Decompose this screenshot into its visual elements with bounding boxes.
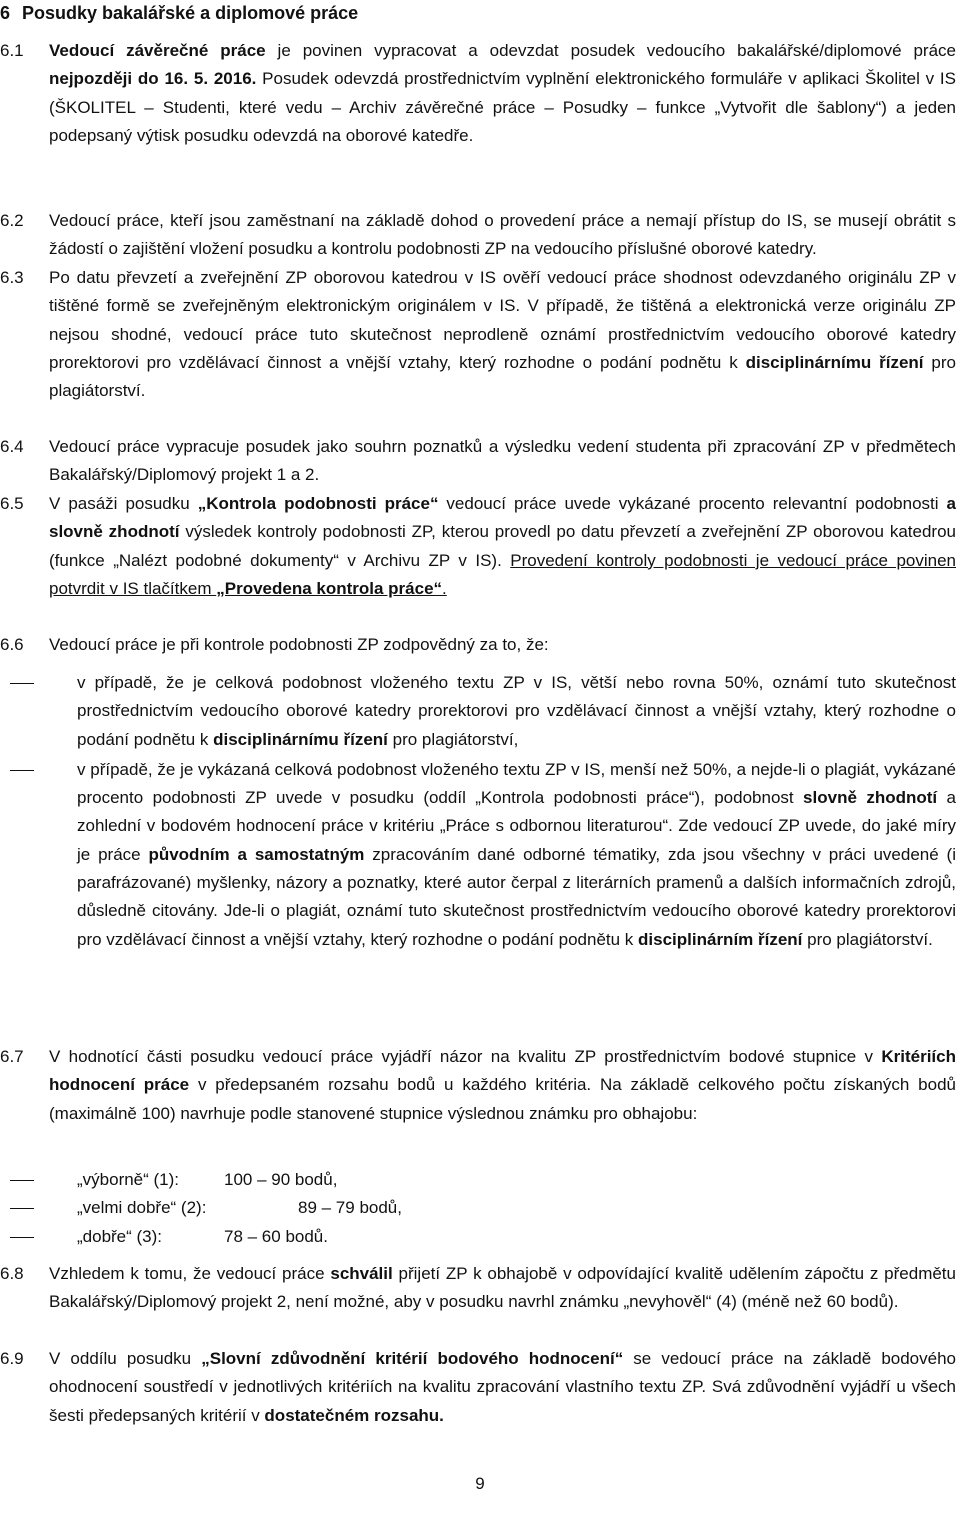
grade-row (0, 1166, 956, 1194)
grade-range: 89 – 79 bodů, (298, 1198, 402, 1218)
text-segment: pro plagiátorství. (49, 352, 956, 401)
dash-bullet-icon (10, 1208, 34, 1209)
paragraph-6-8 (0, 1260, 956, 1317)
text-segment: v případě, že je celková podobnost vloženého textu ZP v IS, větší nebo rovna 50%, oznámí tuto skutečnost prostřednictvím vedoucího oborové katedry prorektorovi pro vzdělávací činnost a vnější vztahy, který rozhodne o podání podnětu k (77, 673, 956, 749)
text-segment: Vedoucí práce je při kontrole podobnosti ZP zodpovědný za to, že: (49, 635, 549, 654)
text-segment: . (442, 578, 447, 598)
dash-bullet-icon (10, 770, 34, 771)
list-item (0, 756, 956, 954)
text-segment: a slovně zhodnotí (49, 494, 956, 542)
text-segment: Provedení kontroly podobnosti je vedoucí práce povinen potvrdit v IS tlačítkem (49, 550, 956, 598)
text-segment: pro plagiátorství. (802, 929, 933, 949)
paragraph-text (49, 207, 956, 264)
paragraph-number: 6.9 (0, 1349, 24, 1368)
paragraph-text (49, 37, 956, 150)
dash-bullet-icon (10, 1180, 34, 1181)
paragraph-text (49, 433, 956, 490)
text-segment: „Kontrola podobnosti práce“ (197, 494, 439, 513)
text-segment: v předepsaném rozsahu bodů u každého kritéria. Na základě celkového počtu získaných bodů (maximálně 100) navrhuje podle stanovené stupnice výslednou známku pro obhajobu: (49, 1075, 956, 1123)
dash-bullet-icon (10, 1237, 34, 1238)
paragraph-6-1 (0, 37, 956, 150)
text-segment: dostatečném rozsahu. (264, 1405, 444, 1425)
grade-row (0, 1223, 956, 1251)
grade-label: „velmi dobře“ (2): (77, 1198, 207, 1218)
text-segment: je povinen vypracovat a odevzdat posudek vedoucího bakalářské/diplomové práce (265, 41, 956, 60)
text-segment: výsledek kontroly podobnosti ZP, kterou provedl po datu převzetí a zveřejnění ZP oborovou katedrou (funkce „Nalézt podobné dokumenty“ v Archivu ZP v IS). (49, 522, 956, 570)
grade-row (0, 1194, 956, 1222)
text-segment: disciplinárním řízení (638, 929, 803, 949)
text-segment: disciplinárnímu řízení (213, 729, 388, 749)
text-segment: pro plagiátorství, (387, 729, 519, 749)
paragraph-6-3 (0, 264, 956, 405)
paragraph-6-2 (0, 207, 956, 264)
paragraph-number: 6.7 (0, 1047, 24, 1066)
text-segment: zpracováním dané odborné tématiky, zda jsou všechny v práci uvedené (i parafrázované) myšlenky, názory a poznatky, které autor čerpal z literárních pramenů a dalších informačních zdrojů, důsledně citovány. Jde-li o plagiát, oznámí tuto skutečnost prostřednictvím vedoucího oborové katedry prorektorovi pro vzdělávací činnost a vnější vztahy, který rozhodne o podání podnětu k (77, 844, 956, 949)
paragraph-6-4 (0, 433, 956, 490)
text-segment: disciplinárnímu řízení (745, 352, 924, 372)
text-segment: nejpozději do 16. 5. 2016. (49, 69, 257, 89)
section-title: Posudky bakalářské a diplomové práce (22, 3, 359, 23)
paragraph-text (49, 1043, 956, 1128)
bullet-list-6-6 (0, 669, 956, 954)
grade-label: „výborně“ (1): (77, 1170, 180, 1189)
grade-range: 78 – 60 bodů. (224, 1226, 328, 1246)
paragraph-6-6 (0, 631, 956, 659)
text-segment: V pasáži posudku (49, 494, 198, 513)
text-segment: přijetí ZP k obhajobě v odpovídající kvalitě udělením zápočtu z předmětu Bakalářský/Diplomový projekt 2, není možné, aby v posudku navrhl známku „nevyhověl“ (4) (méně než 60 bodů). (49, 1264, 956, 1312)
section-number: 6 (0, 3, 11, 23)
list-item-text (77, 673, 956, 749)
text-segment: „Slovní zdůvodnění kritérií bodového hodnocení“ (201, 1349, 624, 1368)
text-segment: „Provedena kontrola práce“ (216, 578, 443, 598)
text-segment: Vedoucí práce vypracuje posudek jako souhrn poznatků a výsledku vedení studenta při zpracování ZP v předmětech Bakalářský/Diplomový projekt 1 a 2. (49, 437, 956, 485)
text-segment: slovně zhodnotí (803, 788, 938, 808)
grade-label: „dobře“ (3): (77, 1226, 163, 1246)
paragraph-number: 6.1 (0, 41, 24, 60)
text-segment: v případě, že je vykázaná celková podobnost vloženého textu ZP v IS, menší než 50%, a nejde-li o plagiát, vykázané procento podobnosti ZP uvede v posudku (oddíl „Kontrola podobnosti práce“), podobnost (77, 759, 956, 808)
text-segment: Vzhledem k tomu, že vedoucí práce (49, 1264, 331, 1283)
paragraph-6-5 (0, 490, 956, 603)
paragraph-number: 6.5 (0, 494, 24, 513)
section-heading (0, 0, 358, 26)
paragraph-text (49, 1345, 956, 1430)
paragraph-text (49, 631, 956, 659)
text-segment: Posudek odevzdá prostřednictvím vyplnění elektronického formuláře v aplikaci Školitel v IS (ŠKOLITEL – Studenti, které vedu – Archiv závěrečné práce – Posudky – funkce „Vytvořit dle šablony“) a jeden podepsaný výtisk posudku odevzdá na oborové katedře. (49, 69, 956, 145)
grade-scale-list (0, 1166, 956, 1251)
paragraph-text (49, 264, 956, 405)
text-segment: Vedoucí práce, kteří jsou zaměstnaní na základě dohod o provedení práce a nemají přístup do IS, se musejí obrátit s žádostí o zajištění vložení posudku a kontrolu podobnosti ZP na vedoucího příslušné oborové katedry. (49, 211, 956, 259)
grade-range: 100 – 90 bodů, (224, 1170, 338, 1189)
text-segment: V oddílu posudku (49, 1349, 202, 1368)
list-item (0, 669, 956, 754)
paragraph-6-9 (0, 1345, 956, 1430)
paragraph-number: 6.6 (0, 635, 24, 654)
text-segment: původním a samostatným (148, 844, 365, 864)
paragraph-number: 6.8 (0, 1264, 24, 1283)
text-segment: se vedoucí práce na základě bodového ohodnocení soustředí v jednotlivých kritériích na kvalitu zpracování vlastního textu ZP. Svá zdůvodnění vyjádří u všech šesti předepsaných kritérií v (49, 1349, 956, 1425)
list-item-text (77, 760, 956, 949)
text-segment: a zohlední v bodovém hodnocení práce v kritériu „Práce s odbornou literaturou“. Zde vedoucí ZP uvede, do jaké míry je práce (77, 788, 956, 864)
paragraph-text (49, 1260, 956, 1317)
text-segment: V hodnotící části posudku vedoucí práce vyjádří názor na kvalitu ZP prostřednictvím bodové stupnice v (49, 1047, 882, 1066)
text-segment: vedoucí práce uvede vykázané procento relevantní podobnosti (438, 494, 947, 513)
paragraph-number: 6.3 (0, 268, 24, 287)
text-segment: schválil (330, 1264, 393, 1283)
page-number: 9 (475, 1474, 485, 1493)
text-segment: Vedoucí závěrečné práce (49, 41, 266, 60)
paragraph-number: 6.4 (0, 437, 24, 456)
paragraph-6-7 (0, 1043, 956, 1128)
dash-bullet-icon (10, 683, 34, 684)
text-segment: Po datu převzetí a zveřejnění ZP oborovou katedrou v IS ověří vedoucí práce shodnost odevzdaného originálu ZP v tištěné formě se zveřejněným elektronickým originálem v IS. V případě, že tištěná a elektronická verze originálu ZP nejsou shodné, vedoucí práce tuto skutečnost neprodleně oznámí prostřednictvím vedoucího oborové katedry prorektorovi pro vzdělávací činnost a vnější vztahy, který rozhodne o podání podnětu k (49, 268, 956, 372)
paragraph-number: 6.2 (0, 211, 24, 230)
text-segment: Kritériích hodnocení práce (49, 1047, 956, 1095)
paragraph-text (49, 490, 956, 603)
